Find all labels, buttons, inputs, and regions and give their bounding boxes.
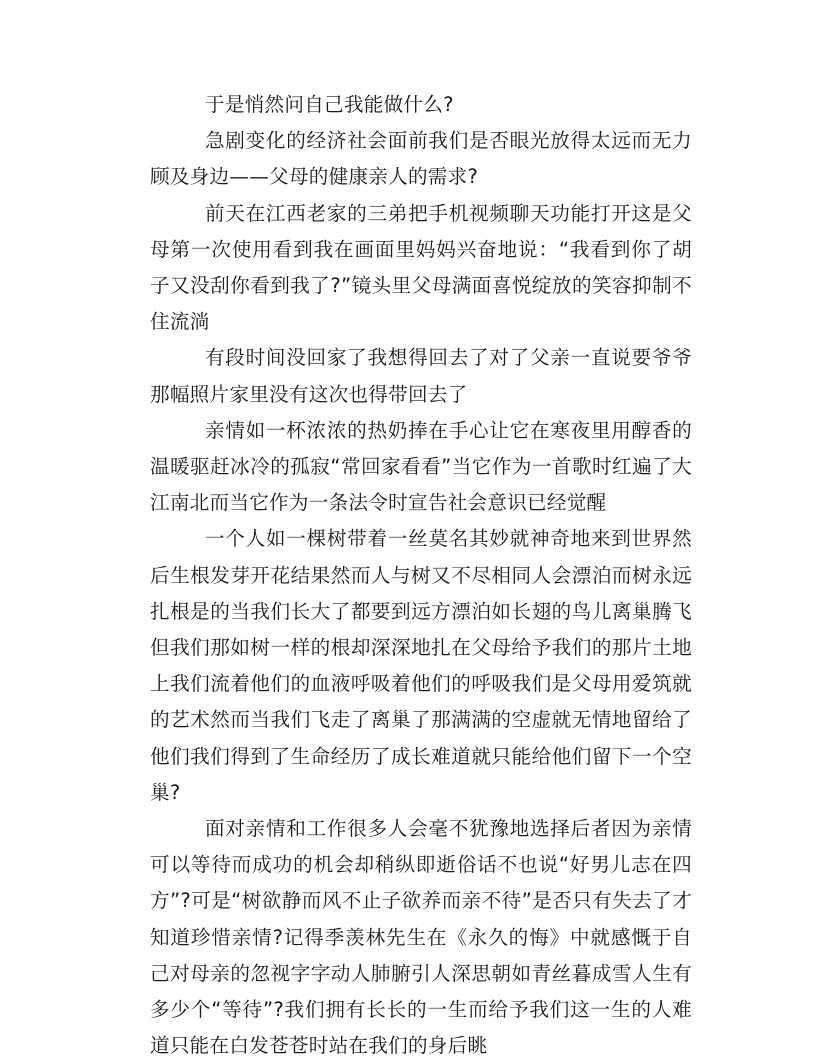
paragraph-7: 面对亲情和工作很多人会毫不犹豫地选择后者因为亲情可以等待而成功的机会却稍纵即逝俗话不也说“好男儿志在四方”?可是“树欲静而风不止子欲养而亲不待”是否只有失去了才知道珍惜亲情?记得季羡林先生在《永久的悔》中就感慨于自己对母亲的忽视字字动人肺腑引人深思朝如青丝暮成雪人生有多少个“等待”?我们拥有长长的一生而给予我们这一生的人难道只能在白发苍苍时站在我们的身后眺 (150, 817, 692, 1058)
paragraph-6: 一个人如一棵树带着一丝莫名其妙就神奇地来到世界然后生根发芽开花结果然而人与树又不尽相同人会漂泊而树永远扎根是的当我们长大了都要到远方漂泊如长翅的鸟儿离巢腾飞但我们那如树一样的根却深深地扎在父母给予我们的那片土地上我们流着他们的血液呼吸着他们的呼吸我们是父母用爱筑就的艺术然而当我们飞走了离巢了那满满的空虚就无情地留给了他们我们得到了生命经历了成长难道就只能给他们留下一个空巢? (150, 527, 692, 804)
paragraph-4: 有段时间没回家了我想得回去了对了父亲一直说要爷爷那幅照片家里没有这次也得带回去了 (150, 346, 692, 406)
paragraph-2: 急剧变化的经济社会面前我们是否眼光放得太远而无力顾及身边——父母的健康亲人的需求? (150, 129, 692, 189)
paragraph-1: 于是悄然问自己我能做什么? (205, 93, 454, 116)
essay-body (150, 87, 692, 1064)
paragraph-5: 亲情如一杯浓浓的热奶捧在手心让它在寒夜里用醇香的温暖驱赶冰冷的孤寂“常回家看看”当它作为一首歌时红遍了大江南北而当它作为一条法令时宣告社会意识已经觉醒 (150, 418, 692, 515)
paragraph-3: 前天在江西老家的三弟把手机视频聊天功能打开这是父母第一次使用看到我在画面里妈妈兴奋地说：“我看到你了胡子又没刮你看到我了?”镜头里父母满面喜悦绽放的笑容抑制不住流淌 (150, 201, 692, 334)
